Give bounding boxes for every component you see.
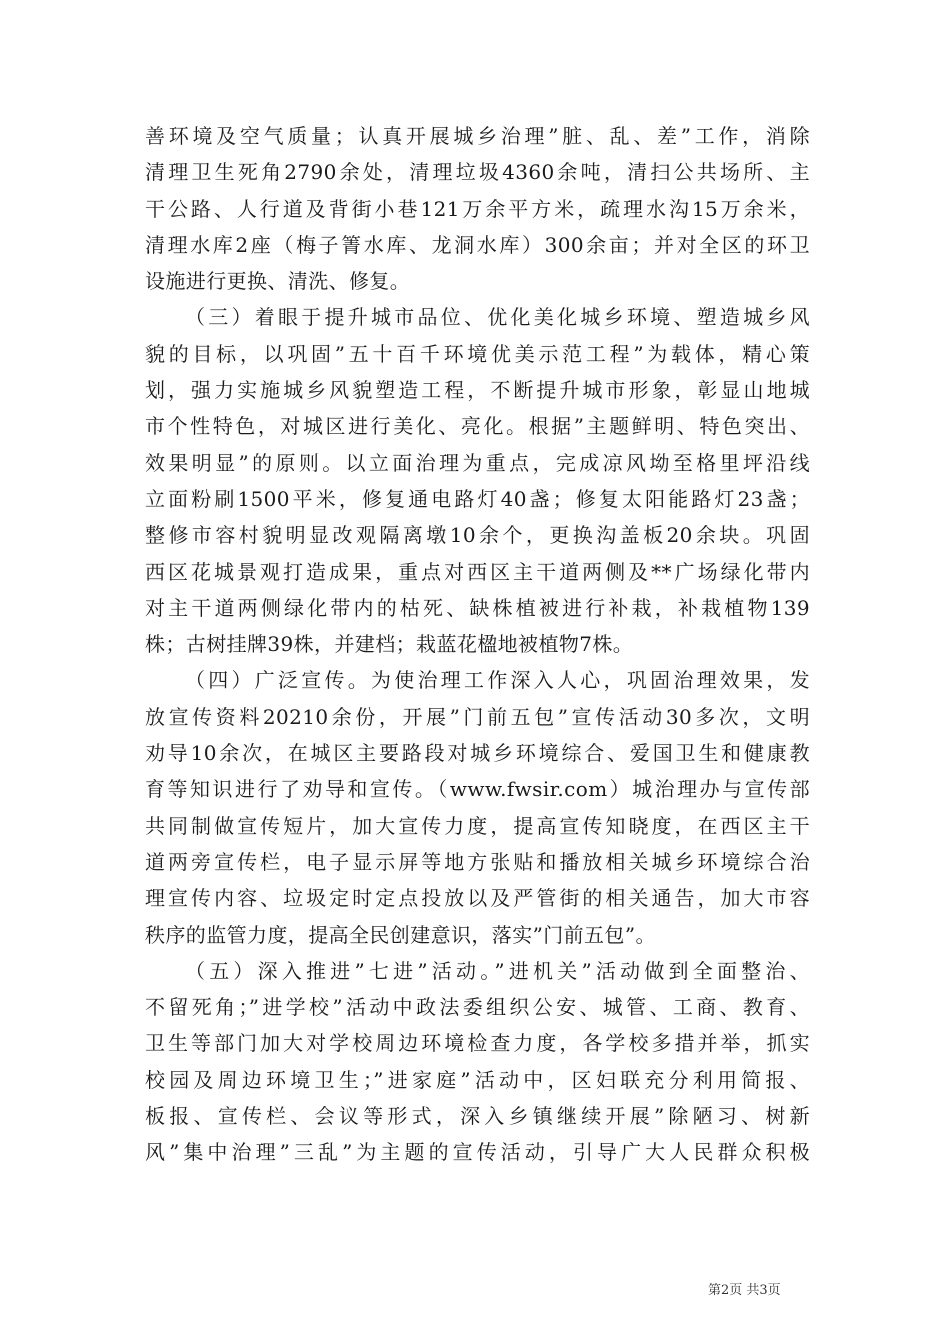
text-line: 干公路、人行道及背街小巷121万余平方米，疏理水沟15万余米，	[145, 196, 810, 221]
text-line: 整修市容村貌明显改观隔离墩10余个，更换沟盖板20余块。巩固	[145, 523, 810, 548]
text-line: 市个性特色，对城区进行美化、亮化。根据”主题鲜明、特色突出、	[145, 414, 810, 439]
text-line: 立面粉刷1500平米，修复通电路灯40盏；修复太阳能路灯23盏；	[145, 486, 810, 511]
text-line: 貌的目标，以巩固”五十百千环境优美示范工程”为载体，精心策	[145, 341, 810, 366]
text-line: 对主干道两侧绿化带内的枯死、缺株植被进行补栽，补栽植物139	[145, 595, 810, 620]
text-line: 劝导10余次，在城区主要路段对城乡环境综合、爱国卫生和健康教	[145, 741, 810, 766]
text-line: 校园及周边环境卫生；”进家庭”活动中，区妇联充分利用简报、	[145, 1067, 810, 1092]
text-line: 不留死角；”进学校”活动中政法委组织公安、城管、工商、教育、	[145, 995, 810, 1020]
text-line: 清理卫生死角2790余处，清理垃圾4360余吨，清扫公共场所、主	[145, 160, 810, 185]
text-line: 西区花城景观打造成果，重点对西区主干道两侧及**广场绿化带内	[145, 559, 810, 584]
text-line: 清理水库2座（梅子箐水库、龙洞水库）300余亩；并对全区的环卫	[145, 232, 810, 257]
text-line: 设施进行更换、清洗、修复。	[145, 269, 411, 294]
text-line: 秩序的监管力度，提高全民创建意识，落实”门前五包”。	[145, 922, 656, 947]
text-line: 卫生等部门加大对学校周边环境检查力度，各学校多措并举，抓实	[145, 1031, 810, 1056]
text-line: 划，强力实施城乡风貌塑造工程，不断提升城市形象，彰显山地城	[145, 378, 810, 403]
body-text	[145, 118, 810, 1171]
text-line: 理宣传内容、垃圾定时定点投放以及严管街的相关通告，加大市容	[145, 886, 810, 911]
paragraph-4-first-line: （四）广泛宣传。为使治理工作深入人心，巩固治理效果，发	[185, 668, 810, 693]
text-line: 放宣传资料20210余份，开展”门前五包”宣传活动30多次，文明	[145, 704, 810, 729]
paragraph-5-first-line: （五）深入推进”七进”活动。”进机关”活动做到全面整治、	[185, 958, 810, 983]
text-line: 风”集中治理”三乱”为主题的宣传活动，引导广大人民群众积极	[145, 1140, 810, 1165]
text-line: 株；古树挂牌39株，并建档；栽蓝花楹地被植物7株。	[145, 632, 634, 657]
text-line: 共同制做宣传短片，加大宣传力度，提高宣传知晓度，在西区主干	[145, 813, 810, 838]
text-line: 板报、宣传栏、会议等形式，深入乡镇继续开展”除陋习、树新	[145, 1104, 810, 1129]
text-line: 效果明显”的原则。以立面治理为重点，完成凉风坳至格里坪沿线	[145, 450, 810, 475]
text-line: 育等知识进行了劝导和宣传。（www.fwsir.com）城治理办与宣传部	[145, 777, 810, 802]
paragraph-3-first-line: （三）着眼于提升城市品位、优化美化城乡环境、塑造城乡风	[185, 305, 810, 330]
text-line: 道两旁宣传栏，电子显示屏等地方张贴和播放相关城乡环境综合治	[145, 849, 810, 874]
text-line: 善环境及空气质量；认真开展城乡治理”脏、乱、差”工作，消除	[145, 124, 810, 148]
page-number: 第2页 共3页	[708, 1283, 781, 1298]
